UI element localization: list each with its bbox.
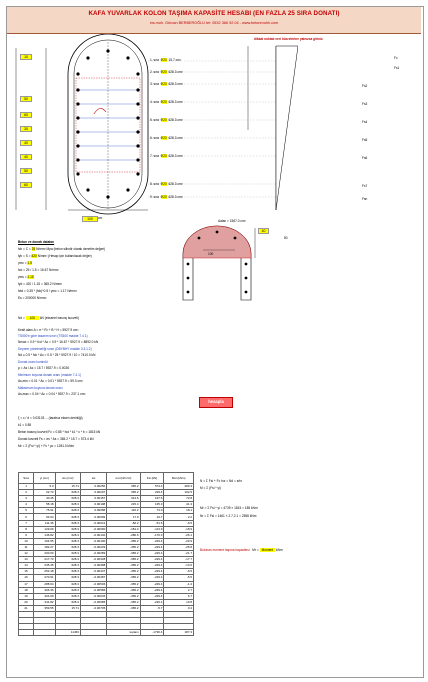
table-cell: 217.73: [34, 557, 56, 563]
table-cell: -0.00190: [80, 538, 106, 544]
fck-input[interactable]: 25: [31, 247, 36, 251]
width-input[interactable]: 100: [82, 216, 98, 222]
force-fs2: Fs2: [362, 84, 368, 88]
rebar-row-6: 6. sıra Φ20 628.3 cm²: [150, 136, 183, 140]
table-cell: 365.2: [107, 490, 140, 496]
spacing-input-8[interactable]: 60: [20, 182, 32, 188]
table-cell: 628.3: [55, 526, 80, 532]
table-cell: -181.4: [107, 526, 140, 532]
table-cell: 21: [19, 605, 34, 611]
table-cell: 628.3: [55, 538, 80, 544]
spacing-input-5[interactable]: 40: [20, 140, 32, 146]
table-cell: -0.00685: [80, 599, 106, 605]
rebar-row-5: 5. sıra Φ20 628.3 cm²: [150, 118, 183, 122]
rf-2: M = Σ (Fsi * yi): [200, 486, 221, 490]
header-banner: [7, 7, 421, 34]
table-cell: 314.6: [107, 496, 140, 502]
table-cell: 4: [19, 502, 34, 508]
fyk-row: fyk = S = 420 N/mm² (Hesap için kullanılacak değer): [18, 254, 92, 258]
rf-4: Nr = Σ Fsi = 1461 × 2.7.2.1 = 2558 kNm: [200, 514, 257, 518]
calc-2: TS500'e göre tasarım sınırı (TS500 madde 7.4.1): [18, 334, 88, 338]
table-cell: 15: [19, 569, 34, 575]
l4: Es = 200000 N/mm²: [18, 296, 47, 300]
table-cell: 10.8: [164, 599, 194, 605]
author-line: ins.muh. Gürcan BERBEROĞLU tel: 0532 366 92 04 - www.betonmuhh.com: [149, 21, 279, 25]
table-cell: 111.36: [34, 520, 56, 526]
table-cell: -365.2: [107, 587, 140, 593]
calc-10: Maksimum boyuna donatı oranı: [18, 386, 63, 390]
table-cell: 359.55: [34, 605, 56, 611]
stress-area-label: Aalan = 1567.0 cm²: [218, 219, 246, 223]
table-cell: -229.4: [140, 563, 164, 569]
table-cell: 324.09: [34, 593, 56, 599]
force-fc: Fc: [394, 56, 398, 60]
table-cell: As (cm²): [55, 473, 80, 484]
table-cell: -365.2: [107, 563, 140, 569]
spacing-input-4[interactable]: 30: [20, 126, 32, 132]
table-cell: σsi (N/mm²): [107, 473, 140, 484]
table-cell: 365.2: [107, 484, 140, 490]
table-cell: -25.8: [164, 544, 194, 550]
table-cell: 628.3: [55, 551, 80, 557]
spacing-input-2[interactable]: 50: [20, 96, 32, 102]
table-cell: 628.3: [55, 508, 80, 514]
table-cell: -0.00140: [80, 532, 106, 538]
table-cell: 5.0: [34, 484, 56, 490]
table-cell: 17: [19, 581, 34, 587]
rebar-row-7: 7. sıra Φ20 628.3 cm²: [150, 154, 183, 158]
table-cell: -1.4: [164, 581, 194, 587]
force-fs6: Fs6: [362, 156, 368, 160]
table-cell: -21.7: [164, 551, 194, 557]
table-cell: -365.2: [107, 538, 140, 544]
gc-row: γmc = 1.5: [18, 261, 32, 265]
force-fs4: Fs4: [362, 120, 368, 124]
table-cell: 135.3: [140, 502, 164, 508]
table-cell: -0.00041: [80, 520, 106, 526]
table-cell: -229.4: [140, 544, 164, 550]
spacing-input-7[interactable]: 50: [20, 168, 32, 174]
table-cell: 20: [19, 599, 34, 605]
table-cell: 17.0: [107, 514, 140, 520]
calc-3: Nmax = 0.9 * fcd * Ac = 0.9 * 16.67 * 5927.9 = 8892.0 kN: [18, 340, 99, 344]
table-cell: 628.3: [55, 557, 80, 563]
table-cell: 5: [19, 508, 34, 514]
table-cell: 628.3: [55, 520, 80, 526]
calc-6: Donatı oranı kontrolü: [18, 360, 48, 364]
rebar-row-2: 2. sıra Φ20 628.3 cm²: [150, 70, 183, 74]
table-cell: 2: [19, 490, 34, 496]
table-cell: 235.45: [34, 563, 56, 569]
table-cell: -0.00289: [80, 551, 106, 557]
table-cell: 22.73: [34, 490, 56, 496]
l1: fcd = 25 / 1.5 = 16.67 N/mm²: [18, 268, 59, 272]
table-cell: -229.4: [140, 551, 164, 557]
gs-input[interactable]: 1.15: [27, 275, 34, 279]
table-cell: 0.00009: [80, 514, 106, 520]
table-cell: -280.6: [107, 532, 140, 538]
calc2-3: Beton basınç kuvveti Fc = 0.85 * fcd * k1 * c * b = 1815 kN: [18, 430, 101, 434]
table-cell: 116.2: [107, 508, 140, 514]
gc-input[interactable]: 1.5: [27, 261, 32, 265]
stress-block-drawing: [175, 224, 285, 302]
calculate-button[interactable]: hesapla: [199, 397, 233, 408]
table-cell: -229.4: [140, 538, 164, 544]
gs-row: γms = 1.15: [18, 275, 34, 279]
table-cell: 253.18: [34, 569, 56, 575]
table-cell: -18.9: [164, 526, 194, 532]
calc-8: Minimum boyuna donatı oranı (madde 7.4.1): [18, 373, 81, 377]
table-cell: -51.6: [140, 520, 164, 526]
result-value: Moment: [261, 548, 274, 552]
table-cell: 14: [19, 563, 34, 569]
table-cell: 187.3: [164, 630, 194, 636]
fyk-input[interactable]: 420: [31, 254, 37, 258]
table-cell: 573.4: [140, 484, 164, 490]
calc-9: As,min = 0.01 * Ac = 0.01 * 5927.9 = 59.3 cm²: [18, 379, 83, 383]
stress-depth-label: 100: [208, 252, 214, 256]
table-cell: -5.7: [140, 605, 164, 611]
table-cell: -0.00735: [80, 605, 106, 611]
table-cell: 197.6: [140, 496, 164, 502]
table-cell: 270.91: [34, 575, 56, 581]
table-cell: 73.0: [140, 508, 164, 514]
table-cell: -26.1: [164, 532, 194, 538]
table-cell: 129.09: [34, 526, 56, 532]
entry-note: dikkat noktalı veri hücrelerine yalnızca giriniz.: [254, 37, 324, 41]
table-cell: 288.64: [34, 581, 56, 587]
table-cell: -229.4: [140, 581, 164, 587]
table-cell: -365.2: [107, 544, 140, 550]
table-cell: 75.91: [34, 508, 56, 514]
table-cell: toplam: [107, 630, 140, 636]
table-cell: 0.00157: [80, 496, 106, 502]
table-cell: -0.00487: [80, 575, 106, 581]
calc2-1: ξ = c / d = 0.03103 ... (tarafsız eksen derinliği): [18, 416, 83, 420]
table-cell: 3: [19, 496, 34, 502]
force-fs7: Fs7: [362, 184, 368, 188]
table-cell: -365.2: [107, 581, 140, 587]
table-cell: Msi (kNm): [164, 473, 194, 484]
table-cell: 341.82: [34, 599, 56, 605]
calc-11: As,max = 0.04 * Ac = 0.04 * 5927.9 = 237.1 cm²: [18, 392, 86, 396]
page-title: KAFA YUVARLAK KOLON TAŞIMA KAPASİTE HESABI (EN FAZLA 25 SIRA DONATI): [88, 10, 340, 17]
table-cell: -229.4: [140, 593, 164, 599]
table-cell: -5.5: [164, 575, 194, 581]
table-cell: 2.2: [164, 514, 194, 520]
table-cell: 229.4: [140, 490, 164, 496]
table-cell: 628.3: [55, 599, 80, 605]
table-cell: 11: [19, 544, 34, 550]
calc-5: Nd ≤ 0.5 * fck * Ac = 0.5 * 25 * 5927.9 / 10 = 7410.0 kN: [18, 353, 96, 357]
table-cell: 628.3: [55, 490, 80, 496]
table-cell: -9.5: [164, 520, 194, 526]
table-cell: 6.7: [164, 593, 194, 599]
table-cell: 2.7: [164, 587, 194, 593]
table-cell: -229.4: [140, 575, 164, 581]
calc-4: Deprem yönetmeliği sınırı (DBYBHY madde 3.3.1.2): [18, 347, 92, 351]
calc-1: Kesit alanı A = π * R² + B * H = 5927.9 cm²: [18, 328, 79, 332]
table-cell: 306.36: [34, 587, 56, 593]
table-cell: -365.2: [107, 557, 140, 563]
table-cell: -229.4: [140, 569, 164, 575]
force-fs5: Fs5: [362, 138, 368, 142]
table-cell: 0.00207: [80, 490, 106, 496]
table-cell: 7: [19, 520, 34, 526]
spacing-input-6[interactable]: 40: [20, 154, 32, 160]
table-cell: 10.7: [140, 514, 164, 520]
table-cell: -0.00586: [80, 587, 106, 593]
table-cell: -0.00388: [80, 563, 106, 569]
force-fs1: Fs1: [394, 66, 400, 70]
table-header-row: [19, 473, 194, 484]
results-table: [18, 472, 194, 636]
table-cell: 280.3: [164, 484, 194, 490]
table-cell: -29.9: [164, 538, 194, 544]
table-cell: -229.4: [140, 557, 164, 563]
table-cell: 628.3: [55, 569, 80, 575]
l2: fyd = 420 / 1.15 = 365.2 N/mm²: [18, 282, 63, 286]
table-cell: Sıra: [19, 473, 34, 484]
spacing-input-1[interactable]: 10: [20, 54, 32, 60]
table-cell: 200.00: [34, 551, 56, 557]
table-cell: 0.00058: [80, 508, 106, 514]
table-cell: Fsi (kN): [140, 473, 164, 484]
table-cell: 628.3: [55, 544, 80, 550]
table-cell: [34, 630, 56, 636]
calc-7: ρ = As / Ac = 15.7 / 5927.9 = 0.0026: [18, 366, 69, 370]
force-fs3: Fs3: [362, 102, 368, 106]
table-cell: 628.3: [55, 532, 80, 538]
rebar-row-1: 1. sıra Φ20 15.7 cm²: [150, 58, 181, 62]
spacing-input-3[interactable]: 60: [20, 112, 32, 118]
table-cell: -13.6: [164, 563, 194, 569]
table-cell: 18.1: [164, 508, 194, 514]
force-fsn: Fsn: [362, 197, 368, 201]
rebar-row-9: 9. sıra Φ20 628.3 cm²: [150, 195, 183, 199]
table-cell: 58.18: [34, 502, 56, 508]
table-total-row: [19, 630, 194, 636]
rebar-row-8: 8. sıra Φ20 628.3 cm²: [150, 182, 183, 186]
table-cell: -365.2: [107, 569, 140, 575]
table-cell: 164.55: [34, 538, 56, 544]
table-cell: 182.27: [34, 544, 56, 550]
table-cell: 41.3: [164, 502, 194, 508]
table-cell: 628.3: [55, 575, 80, 581]
table-cell: 72.8: [164, 496, 194, 502]
table-cell: 0.00256: [80, 484, 106, 490]
table-cell: -365.2: [107, 605, 140, 611]
table-cell: 146.82: [34, 532, 56, 538]
table-cell: 18: [19, 587, 34, 593]
stress-width-input[interactable]: 40: [258, 228, 269, 234]
calc2-5: Mr = Σ (Fsi * yi) + Fc * yc = 1281.0 kNm: [18, 444, 75, 448]
table-cell: 15.71: [55, 484, 80, 490]
table-cell: -365.2: [107, 575, 140, 581]
table-cell: -0.00437: [80, 569, 106, 575]
table-cell: 10: [19, 538, 34, 544]
table-cell: -0.00536: [80, 581, 106, 587]
table-cell: 15.71: [55, 605, 80, 611]
calc2-2: k1 = 0.85: [18, 423, 32, 427]
stress-rt-label: 80: [284, 236, 288, 240]
result-row: Bulunan moment taşıma kapasitesi Mr = Moment kNm: [200, 548, 283, 552]
table-cell: 11463: [55, 630, 80, 636]
table-cell: 0.4: [164, 605, 194, 611]
table-cell: 6: [19, 514, 34, 520]
table-cell: 628.3: [55, 581, 80, 587]
table-cell: 13: [19, 557, 34, 563]
rebar-row-4: 4. sıra Φ20 628.3 cm²: [150, 100, 183, 104]
calc2-4: Donatı kuvveti Fs = σs * As = 365.2 * 15.7 = 573.4 kN: [18, 437, 94, 441]
width-unit: cm: [98, 216, 103, 220]
nd-row: Nd = 100 kN (eksenel basınç kuvveti): [18, 316, 79, 320]
table-cell: -0.00338: [80, 557, 106, 563]
table-cell: -0.00090: [80, 526, 106, 532]
table-cell: -1730.4: [140, 630, 164, 636]
table-cell: 628.3: [55, 563, 80, 569]
rebar-row-3: 3. sıra Φ20 628.3 cm²: [150, 82, 183, 86]
materials-heading: Beton ve donatı dataları: [18, 240, 55, 244]
table-cell: -365.2: [107, 599, 140, 605]
table-cell: -229.4: [140, 587, 164, 593]
table-cell: 8: [19, 526, 34, 532]
table-cell: 12: [19, 551, 34, 557]
rf-3: Mr = Σ Fsi * yi = 4739 × 1815 = 185 kNm: [200, 506, 258, 510]
table-cell: 1: [19, 484, 34, 490]
table-cell: 93.64: [34, 514, 56, 520]
nd-input[interactable]: 100: [26, 316, 39, 320]
table-cell: -176.3: [140, 532, 164, 538]
table-cell: 0.00108: [80, 502, 106, 508]
table-cell: 19: [19, 593, 34, 599]
table-cell: -82.2: [107, 520, 140, 526]
table-cell: 628.3: [55, 514, 80, 520]
table-cell: [19, 630, 34, 636]
table-cell: -0.00239: [80, 544, 106, 550]
table-cell: -113.9: [140, 526, 164, 532]
table-cell: 628.3: [55, 496, 80, 502]
fck-row: fck = C = 25 N/mm² Mpa (beton silindir olarak denetim değeri): [18, 247, 106, 251]
table-cell: [80, 630, 106, 636]
table-cell: -365.2: [107, 593, 140, 599]
table-cell: 215.4: [107, 502, 140, 508]
table-cell: -0.00636: [80, 593, 106, 599]
table-cell: -17.7: [164, 557, 194, 563]
table-cell: 102.5: [164, 490, 194, 496]
l3: fctd = 0.35 * (fck)^0.5 / γmc = 1.17 N/mm²: [18, 289, 77, 293]
table-cell: 9: [19, 532, 34, 538]
rf-1: N = Σ Fsi + Fc hız = Nd = sıfır: [200, 479, 243, 483]
table-cell: 628.3: [55, 587, 80, 593]
table-cell: -9.5: [164, 569, 194, 575]
table-cell: 628.3: [55, 593, 80, 599]
table-cell: 16: [19, 575, 34, 581]
table-cell: 40.45: [34, 496, 56, 502]
table-cell: -365.2: [107, 551, 140, 557]
table-cell: εsi: [80, 473, 106, 484]
table-cell: 628.3: [55, 502, 80, 508]
table-cell: yi (cm): [34, 473, 56, 484]
table-cell: -229.4: [140, 599, 164, 605]
